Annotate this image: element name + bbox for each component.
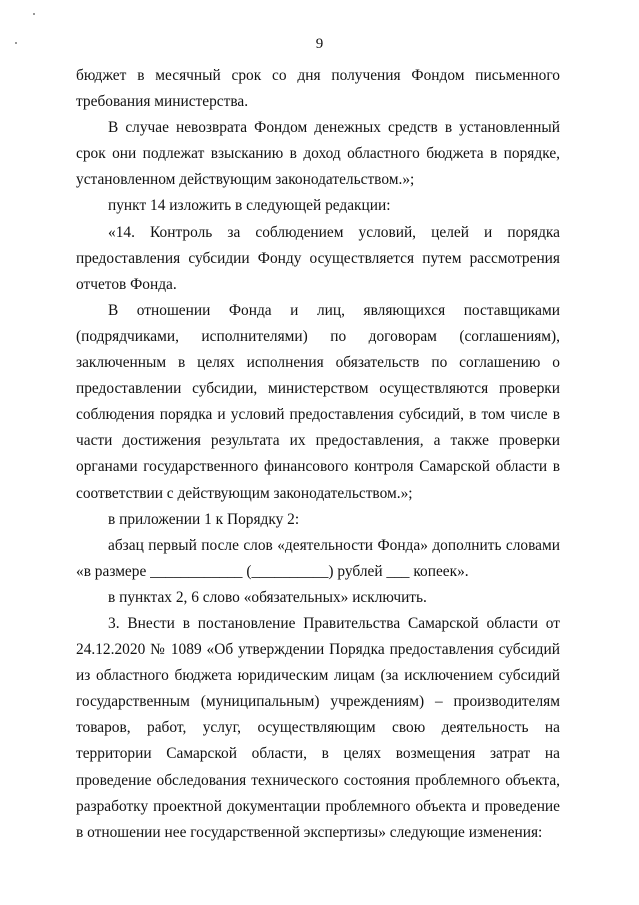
- paragraph-continuation: бюджет в месячный срок со дня получения Фондом письменного требования министерства.: [76, 67, 560, 111]
- paragraph-amount-insertion: абзац первый после слов «деятельности Фонда» дополнить словами «в размере ____________ (__________) рублей ___ копеек».: [76, 536, 560, 580]
- page-number: 9: [315, 36, 324, 52]
- paragraph-inspections: В отношении Фонда и лиц, являющихся поставщиками (подрядчиками, исполнителями) по договорам (соглашениям), заключенным в целях исполнения обязательств по соглашению о предоставлении субсидии, министерством осуществляются проверки соблюдения порядка и условий предоставления субсидий, в том числе в части достижения результата их предоставления, а также проверки органами государственного финансового контроля Самарской области в соответствии с действующим законодательством.»;: [76, 301, 560, 502]
- scan-speck: [33, 13, 35, 15]
- paragraph-points-2-6: в пунктах 2, 6 слово «обязательных» исключить.: [108, 588, 427, 606]
- paragraph-appendix-1-instruction: в приложении 1 к Порядку 2:: [108, 510, 300, 528]
- paragraph-resolution-1089: 3. Внести в постановление Правительства Самарской области от 24.12.2020 № 1089 «Об утверждении Порядка предоставления субсидий из областного бюджета юридическим лицам (за исключением субсидий государственным (муниципальным) учреждениям) – производителям товаров, работ, услуг, осуществляющим свою деятельность на территории Самарской области, в целях возмещения затрат на проведение обследования технического состояния проблемного объекта, разработку проектной документации проблемного объекта и проведение в отношении нее государственной экспертизы» следующие изменения:: [76, 614, 560, 841]
- document-body: [76, 63, 560, 846]
- paragraph-point-14-control: «14. Контроль за соблюдением условий, целей и порядка предоставления субсидии Фонду осуществляется путем рассмотрения отчетов Фонда.: [76, 223, 560, 293]
- paragraph-refund-recovery: В случае невозврата Фондом денежных средств в установленный срок они подлежат взысканию в доход областного бюджета в порядке, установленном действующим законодательством.»;: [76, 119, 560, 189]
- paragraph-point-14-instruction: пункт 14 изложить в следующей редакции:: [108, 197, 391, 215]
